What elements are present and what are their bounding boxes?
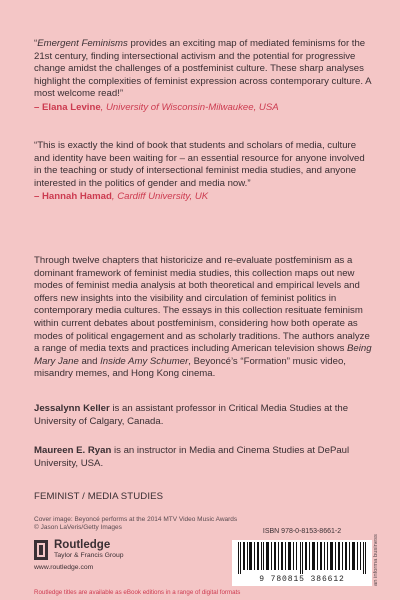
bio2-text: is an instructor in Media and Cinema Studies at DePaul University, USA.: [34, 445, 350, 469]
bio1-text: is an assistant professor in Critical Media Studies at the University of Calgary, Canada.: [34, 403, 349, 427]
isbn: ISBN 978-0-8153-8661-2: [262, 528, 342, 535]
quote1-attribution-name: – Elana Levine: [34, 101, 101, 113]
description-part1: Through twelve chapters that historicize and re-evaluate postfeminism as a dominant framework of feminist media studies, this collection maps out new modes of feminist media analysis at both theoretical and empirical levels and offers new insights into the visibility and circulation of feminist politics in contemporary media cultures. The essays in this collection resituate feminism within current debates about postfeminism, considering how both operate as modes of political engagement and as scholarly traditions. The authors analyze a range of media texts and practices including American television shows: [34, 255, 370, 355]
book-description: [34, 255, 372, 381]
quote2-attribution-comma: ,: [111, 191, 118, 203]
bio2-name: Maureen E. Ryan: [34, 445, 112, 456]
ebook-note: Routledge titles are available as eBook editions in a range of digital formats: [34, 589, 241, 596]
publisher-url[interactable]: www.routledge.com: [34, 564, 94, 571]
description-part2: , Beyoncé’s “Formation” music video, misandry memes, and Hong Kong cinema.: [34, 355, 346, 380]
routledge-logo-icon: [34, 540, 48, 560]
endorsement-quote-1: [34, 38, 372, 115]
author-bio-1: [34, 403, 372, 428]
quote2-attribution-name: – Hannah Hamad: [34, 191, 112, 203]
quote1-attribution: [34, 102, 372, 115]
description-show1: Being Mary Jane: [34, 343, 372, 367]
quote2-text: “This is exactly the kind of book that students and scholars of media, culture and identity have been waiting for – an essential resource for anyone involved in the teaching or study of intersectional feminist media studies, and anyone interested in the politics of gender and media now.”: [34, 140, 365, 189]
quote1-book-title: Emergent Feminisms: [37, 38, 128, 49]
cover-credit-line1: Cover image: Beyoncé performs at the 2014 MTV Video Music Awards: [34, 516, 238, 523]
barcode-digits: 9 780815 386612: [259, 575, 345, 584]
imprint-vertical: [373, 528, 383, 586]
publisher-block: [34, 540, 194, 572]
publisher-name: Routledge: [54, 539, 111, 551]
barcode-icon: [236, 542, 368, 574]
cover-credit-line2: © Jason LaVeris/Getty Images: [34, 524, 122, 531]
quote2-attribution-affiliation: Cardiff University, UK: [117, 191, 209, 203]
author-bio-2: [34, 445, 372, 470]
description-show2: Inside Amy Schumer: [100, 355, 189, 367]
quote1-attribution-comma: ,: [100, 101, 106, 113]
quote2-attribution: [34, 191, 372, 204]
barcode-panel: [232, 540, 372, 586]
subject-category: FEMINIST / MEDIA STUDIES: [34, 491, 164, 502]
quote1-attribution-affiliation: University of Wisconsin-Milwaukee, USA: [106, 101, 279, 113]
quote1-open-quote: “: [34, 38, 38, 49]
imprint-vertical-text: an informa business: [373, 534, 379, 586]
quote1-close-quote: ”: [119, 88, 124, 100]
description-and: and: [78, 355, 101, 367]
publisher-group: Taylor & Francis Group: [54, 552, 124, 559]
bio1-name: Jessalynn Keller: [34, 403, 110, 414]
quote1-text: provides an exciting map of mediated feminisms for the 21st century, finding intersectional activism and the potential for progressive change amidst the challenges of a postfeminist culture. These sharp analyses highlight the complexities of feminist expression across contemporary culture. A most welcome read!: [34, 38, 372, 100]
endorsement-quote-2: [34, 140, 372, 204]
